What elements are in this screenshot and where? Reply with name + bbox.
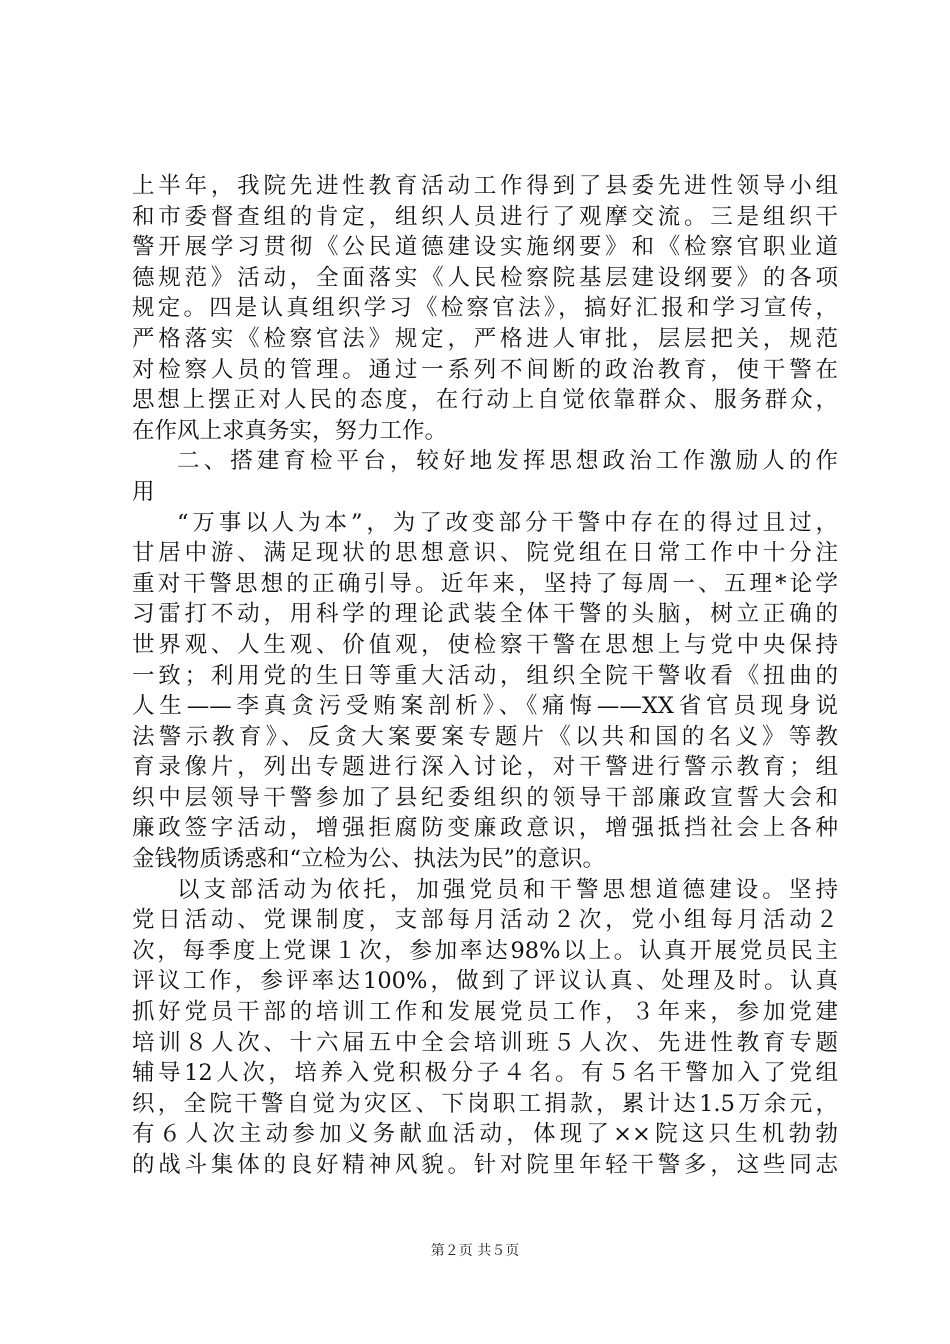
text-line: 德规范》活动，全面落实《人民检察院基层建设纲要》的各项 — [132, 264, 838, 291]
text-line: 辅导12人次，培养入党积极分子４名。有５名干警加入了党组 — [132, 1060, 838, 1087]
text-line: 思想上摆正对人民的态度，在行动上自觉依靠群众、服务群众， — [132, 387, 838, 414]
text-line: 规定。四是认真组织学习《检察官法》，搞好汇报和学习宣传， — [132, 295, 838, 322]
text-line: 法警示教育》、反贪大案要案专题片《以共和国的名义》等教 — [132, 723, 838, 750]
text-line: 警开展学习贯彻《公民道德建设实施纲要》和《检察官职业道 — [132, 234, 838, 261]
text-line: 甘居中游、满足现状的思想意识、院党组在日常工作中十分注 — [132, 540, 838, 567]
text-line: 上半年，我院先进性教育活动工作得到了县委先进性领导小组 — [132, 173, 838, 199]
text-line: 培训８人次、十六届五中全会培训班５人次、先进性教育专题 — [132, 1029, 838, 1056]
text-line: 严格落实《检察官法》规定，严格进人审批，层层把关，规范 — [132, 325, 838, 352]
text-line: 评议工作，参评率达100%，做到了评议认真、处理及时。认真 — [132, 968, 838, 995]
text-line: 和市委督查组的肯定，组织人员进行了观摩交流。三是组织干 — [132, 203, 838, 230]
text-line: 对检察人员的管理。通过一系列不间断的政治教育，使干警在 — [132, 356, 838, 383]
text-line: 一致；利用党的生日等重大活动，组织全院干警收看《扭曲的 — [132, 662, 838, 689]
text-line: 重对干警思想的正确引导。近年来，坚持了每周一、五理*论学 — [132, 570, 838, 597]
text-line: 在作风上求真务实，努力工作。 — [132, 417, 448, 444]
text-line: 有６人次主动参加义务献血活动，体现了××院这只生机勃勃 — [132, 1121, 838, 1148]
text-line: 的战斗集体的良好精神风貌。针对院里年轻干警多，这些同志 — [132, 1152, 838, 1178]
text-line: 抓好党员干部的培训工作和发展党员工作，３年来，参加党建 — [132, 999, 838, 1026]
text-line: 廉政签字活动，增强拒腐防变廉政意识，增强抵挡社会上各种 — [132, 815, 838, 842]
text-line: 育录像片，列出专题进行深入讨论，对干警进行警示教育；组 — [132, 754, 838, 781]
text-line: 人生——李真贪污受贿案剖析》、《痛悔——XX省官员现身说 — [132, 693, 838, 720]
text-line: 习雷打不动，用科学的理论武装全体干警的头脑，树立正确的 — [132, 601, 838, 628]
text-line: 金钱物质诱惑和“立检为公、执法为民”的意识。 — [132, 846, 606, 873]
body-text — [132, 171, 838, 1181]
text-line: 以支部活动为依托，加强党员和干警思想道德建设。坚持 — [177, 876, 838, 903]
text-line: 世界观、人生观、价值观，使检察干警在思想上与党中央保持 — [132, 631, 838, 658]
text-line: 二、搭建育检平台，较好地发挥思想政治工作激励人的作 — [177, 448, 838, 475]
text-line: 织中层领导干警参加了县纪委组织的领导干部廉政宣誓大会和 — [132, 784, 838, 811]
text-line: 用 — [132, 478, 155, 505]
text-line: 次，每季度上党课１次，参加率达98%以上。认真开展党员民主 — [132, 937, 838, 964]
page-footer: 第２页 共５页 — [430, 1243, 520, 1259]
text-line: 织，全院干警自觉为灾区、下岗职工捐款，累计达1.5万余元， — [132, 1090, 838, 1117]
text-line: 党日活动、党课制度，支部每月活动２次，党小组每月活动２ — [132, 907, 838, 934]
text-line: “万事以人为本”，为了改变部分干警中存在的得过且过， — [177, 509, 838, 536]
